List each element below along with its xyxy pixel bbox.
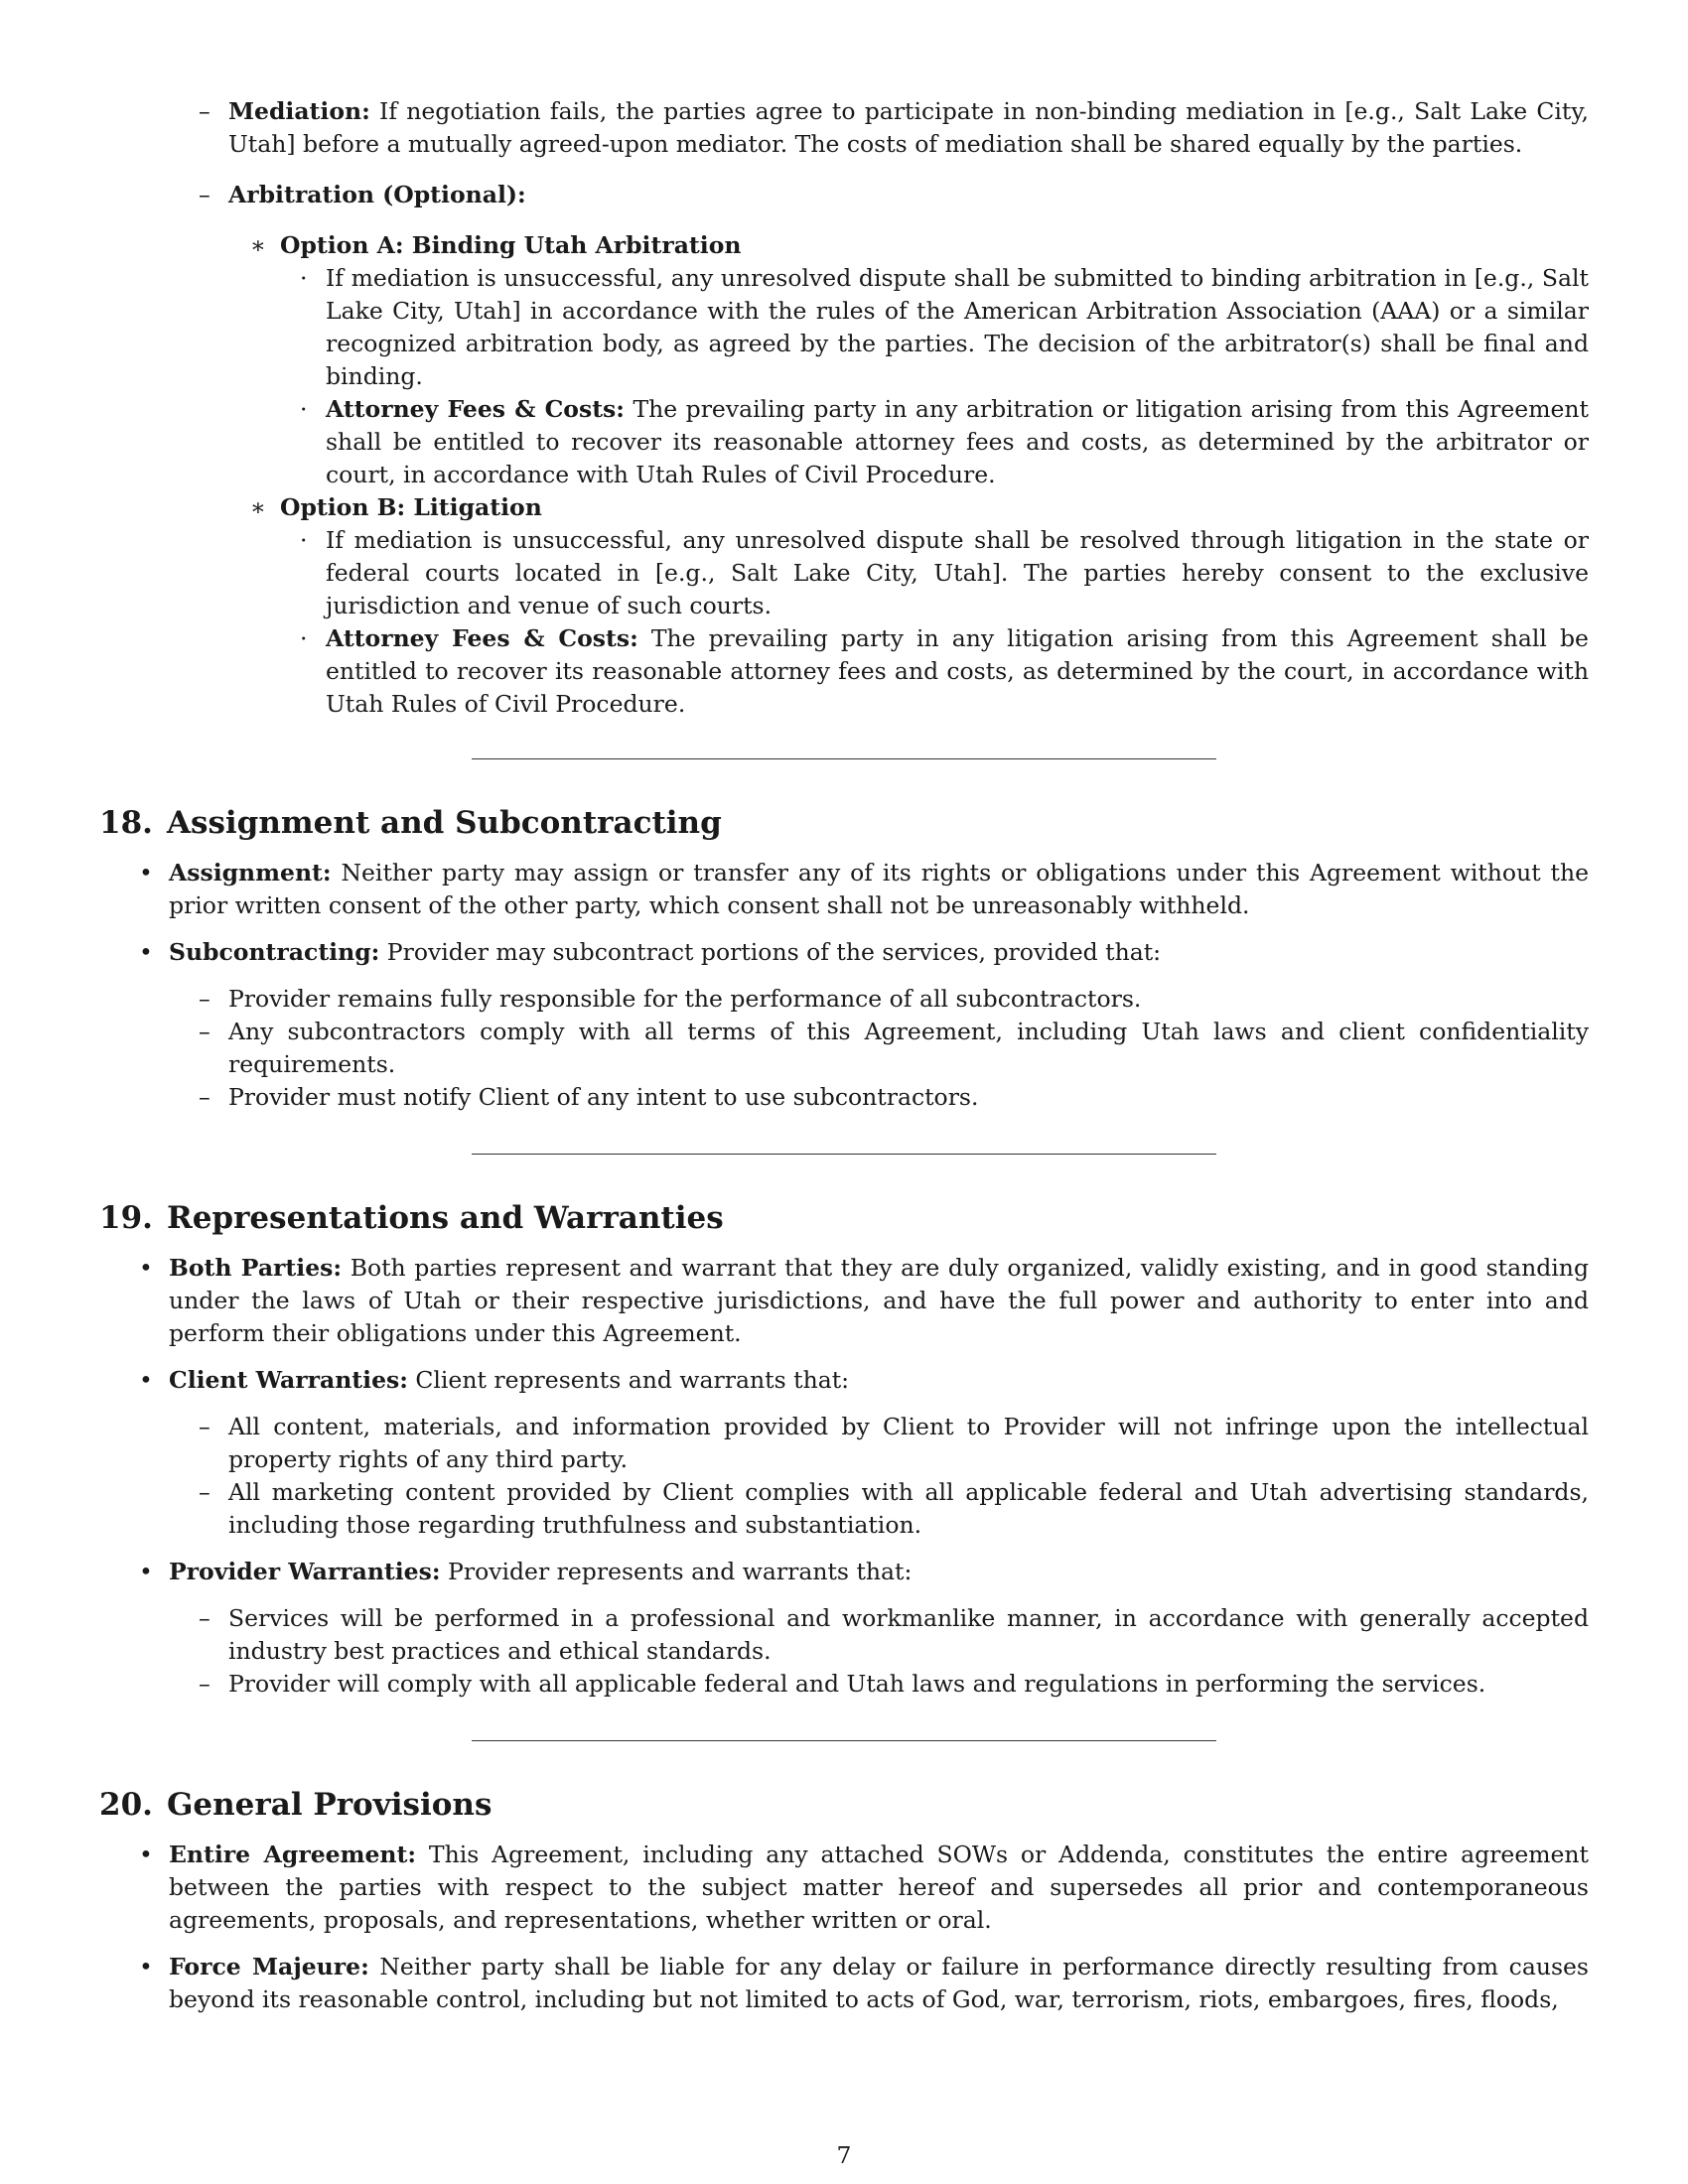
dash-marker: – (199, 1604, 211, 1632)
bullet-marker: • (139, 938, 153, 966)
bullet-marker: • (139, 1841, 153, 1868)
option-a-item1-text: If mediation is unsuccessful, any unresolved dispute shall be submitted to binding arbitration in [e.g., Salt Lake City, Utah] in accordance with the rules of the American Arbitration Association (AAA) or a similar recognized arbitration body, as agreed by the parties. The decision of the arbitrator(s) shall be final and binding. (326, 264, 1589, 390)
dash-marker: – (199, 1083, 211, 1111)
option-a-subitem (99, 262, 1589, 393)
asterisk-marker: ∗ (250, 231, 266, 259)
force-majeure-item (99, 1951, 1589, 2016)
option-b-subitem (99, 524, 1589, 622)
dot-marker: · (300, 264, 308, 292)
dash-marker: – (199, 985, 211, 1013)
client-warranties-item (99, 1364, 1589, 1397)
section-divider (472, 1154, 1216, 1155)
subcontracting-text: Provider may subcontract portions of the services, provided that: (386, 938, 1162, 966)
both-parties-label: Both Parties: (169, 1254, 343, 1282)
list-item: – Provider must notify Client of any intent to use subcontractors. (99, 1081, 1589, 1114)
assignment-label: Assignment: (169, 859, 332, 887)
option-a-subitem (99, 393, 1589, 491)
provider-warranties-list (99, 1602, 1589, 1701)
dash-marker: – (199, 1018, 211, 1045)
option-a-item (99, 229, 1589, 262)
entire-agreement-text: This Agreement, including any attached SOWs or Addenda, constitutes the entire agreement between the parties with respect to the subject matter hereof and supersedes all prior and contemporaneous agreements, proposals, and representations, whether written or oral. (169, 1841, 1590, 1934)
dash-marker: – (199, 181, 211, 208)
dot-marker: · (300, 395, 308, 423)
both-parties-item (99, 1252, 1589, 1350)
list-item: – Any subcontractors comply with all terms of this Agreement, including Utah laws and client confidentiality requirements. (199, 1018, 1589, 1078)
section-title: Assignment and Subcontracting (166, 805, 722, 841)
section-number: 20. (99, 1787, 153, 1823)
dot-marker: · (300, 526, 308, 554)
both-parties-text: Both parties represent and warrant that they are duly organized, validly existing, and in good standing under the laws of Utah or their respective jurisdictions, and have the full power and authority to enter into and perform their obligations under this Agreement. (169, 1254, 1589, 1347)
entire-agreement-label: Entire Agreement: (169, 1841, 417, 1868)
subcontracting-item (99, 936, 1589, 969)
option-a-fees-text: The prevailing party in any arbitration or litigation arising from this Agreement shall be entitled to recover its reasonable attorney fees and costs, as determined by the arbitrator or court, in accordance with Utah Rules of Civil Procedure. (326, 395, 1589, 488)
list-item: – Provider will comply with all applicable federal and Utah laws and regulations in performing the services. (99, 1668, 1589, 1701)
dash-marker: – (199, 1413, 211, 1440)
section-19-heading (99, 1198, 1589, 1238)
section-title: General Provisions (166, 1787, 492, 1823)
list-item: – All marketing content provided by Client complies with all applicable federal and Utah advertising standards, including those regarding truthfulness and substantiation. (199, 1478, 1589, 1539)
section-title: Representations and Warranties (166, 1200, 724, 1236)
arbitration-item (99, 179, 1589, 211)
bullet-marker: • (139, 1558, 153, 1585)
force-majeure-label: Force Majeure: (169, 1953, 369, 1980)
provider-warranties-label: Provider Warranties: (169, 1558, 441, 1585)
document-page (99, 95, 1589, 2016)
assignment-text: Neither party may assign or transfer any of its rights or obligations under this Agreement without the prior written consent of the other party, which consent shall not be unreasonably withheld. (169, 859, 1589, 919)
list-item: – Services will be performed in a professional and workmanlike manner, in accordance with generally accepted industry best practices and ethical standards. (199, 1604, 1589, 1665)
asterisk-marker: ∗ (250, 493, 266, 521)
subcontracting-label: Subcontracting: (169, 938, 380, 966)
section-divider (472, 1740, 1216, 1741)
client-warranties-label: Client Warranties: (169, 1366, 408, 1394)
subcontracting-list (99, 983, 1589, 1114)
list-item: – Provider remains fully responsible for the performance of all subcontractors. (99, 983, 1589, 1016)
mediation-item (99, 95, 1589, 161)
assignment-item (99, 857, 1589, 922)
provider-warranties-item (99, 1556, 1589, 1588)
section-number: 18. (99, 805, 153, 841)
section-18-heading (99, 803, 1589, 843)
option-b-item (99, 491, 1589, 524)
client-warranties-list (99, 1411, 1589, 1542)
section-divider (472, 758, 1216, 759)
dash-marker: – (199, 97, 211, 125)
bullet-marker: • (139, 1366, 153, 1394)
entire-agreement-item (99, 1839, 1589, 1937)
section-20-heading (99, 1785, 1589, 1825)
bullet-marker: • (139, 1953, 153, 1980)
option-b-fees-label: Attorney Fees & Costs: (326, 624, 638, 652)
client-warranties-text: Client represents and warrants that: (415, 1366, 850, 1394)
option-b-subitem (99, 622, 1589, 721)
provider-warranties-text: Provider represents and warrants that: (448, 1558, 913, 1585)
section-number: 19. (99, 1200, 153, 1236)
dot-marker: · (300, 624, 308, 652)
list-item: – All content, materials, and information provided by Client to Provider will not infringe upon the intellectual property rights of any third party. (199, 1413, 1589, 1473)
option-b-label: Option B: Litigation (280, 493, 542, 521)
dash-marker: – (199, 1670, 211, 1698)
option-b-fees-text: The prevailing party in any litigation arising from this Agreement shall be entitled to recover its reasonable attorney fees and costs, as determined by the court, in accordance with Utah Rules of Civil Procedure. (326, 624, 1589, 718)
option-a-fees-label: Attorney Fees & Costs: (326, 395, 625, 423)
option-a-label: Option A: Binding Utah Arbitration (280, 231, 742, 259)
bullet-marker: • (139, 859, 153, 887)
dash-marker: – (199, 1478, 211, 1506)
bullet-marker: • (139, 1254, 153, 1282)
mediation-label: Mediation: (228, 97, 370, 125)
arbitration-label: Arbitration (Optional): (228, 181, 526, 208)
mediation-text: If negotiation fails, the parties agree to participate in non-binding mediation in [e.g., Salt Lake City, Utah] before a mutually agreed-upon mediator. The costs of mediation shall be shared equally by the parties. (228, 97, 1589, 158)
force-majeure-text: Neither party shall be liable for any delay or failure in performance directly resulting from causes beyond its reasonable control, including but not limited to acts of God, war, terrorism, riots, embargoes, fires, floods, (169, 1953, 1589, 2013)
page-number: 7 (836, 2141, 852, 2169)
option-b-item1-text: If mediation is unsuccessful, any unresolved dispute shall be resolved through litigation in the state or federal courts located in [e.g., Salt Lake City, Utah]. The parties hereby consent to the exclusive jurisdiction and venue of such courts. (326, 526, 1589, 619)
